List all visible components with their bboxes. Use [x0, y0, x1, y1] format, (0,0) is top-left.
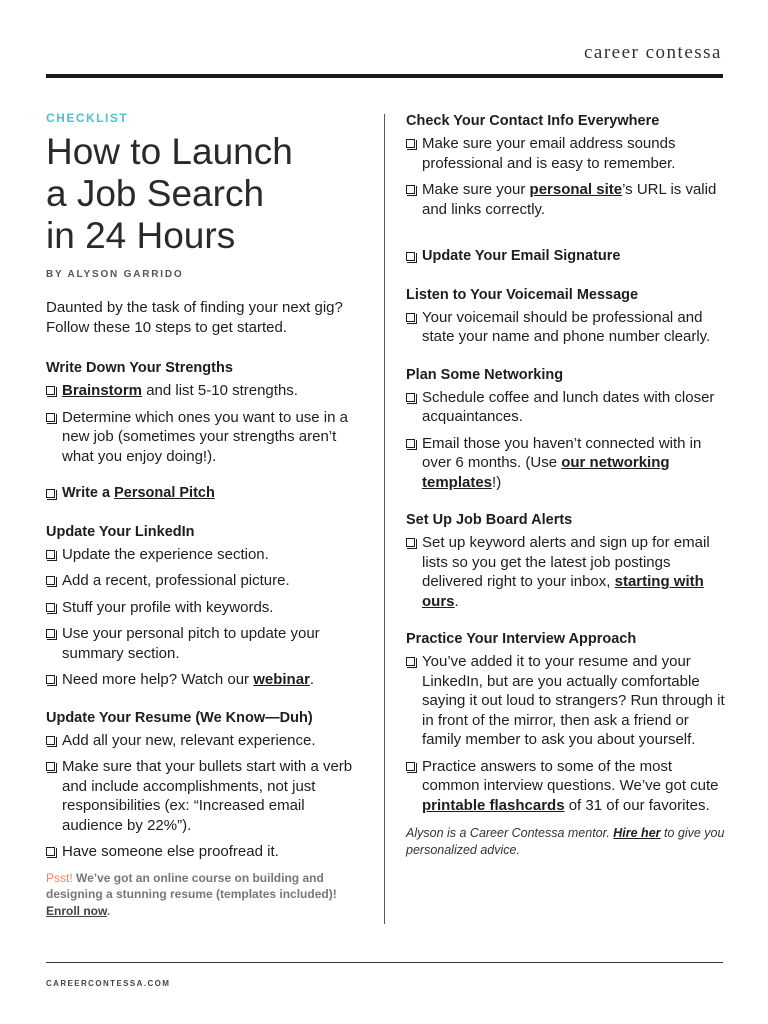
item-text: . — [454, 592, 459, 610]
checklist-item — [406, 134, 728, 173]
byline: BY ALYSON GARRIDO — [46, 269, 184, 280]
item-text: Have someone else proofread it. — [62, 843, 279, 860]
section-heading: Set Up Job Board Alerts — [406, 512, 573, 528]
item-text: Use your personal pitch to update your summary section. — [62, 625, 320, 662]
checkbox-icon — [406, 139, 415, 148]
checkbox-icon — [46, 603, 55, 612]
section-heading: Listen to Your Voicemail Message — [406, 286, 639, 303]
item-text: Write a — [62, 485, 115, 501]
item-text: Make sure that your bullets start with a verb and include accomplishments, not just responsibilities (ex: “Increased email audience by 22%”). — [62, 758, 353, 834]
item-text: You’ve added it to your resume and your LinkedIn, but are you actually comfortable saying it out loud to strangers? Run through it in front of the mirror, then ask a friend or family member to ask you about yourself. — [422, 653, 725, 748]
checklist-item — [46, 731, 364, 751]
footer-url: CAREERCONTESSA.COM — [46, 979, 171, 988]
item-text: Schedule coffee and lunch dates with closer acquaintances. — [422, 388, 715, 425]
checklist-item — [406, 308, 728, 347]
item-text: of 31 of our favorites. — [564, 796, 710, 814]
checklist-item — [46, 484, 364, 504]
section-heading: Write Down Your Strengths — [46, 360, 233, 376]
promo-text: . — [106, 903, 111, 918]
checklist-item — [406, 533, 728, 611]
checklist-item — [46, 545, 364, 565]
item-text: Add all your new, relevant experience. — [62, 731, 316, 749]
checkbox-icon — [406, 538, 415, 547]
checklist-item — [406, 247, 728, 267]
checkbox-icon — [46, 847, 55, 856]
checkbox-icon — [46, 550, 55, 559]
header-rule — [46, 74, 723, 78]
psst-label: Psst! — [46, 870, 73, 885]
checkbox-icon — [406, 393, 415, 402]
course-promo — [46, 870, 364, 920]
hire-her-link[interactable]: Hire her — [613, 826, 661, 840]
enroll-now-link[interactable]: Enroll now — [46, 903, 107, 918]
checkbox-icon — [406, 313, 415, 322]
brand-logo: career contessa — [583, 42, 722, 63]
column-divider — [384, 114, 385, 924]
section-linkedin — [46, 522, 364, 690]
checklist-item — [46, 571, 364, 591]
checkbox-icon — [406, 762, 415, 771]
mentor-text: to give you personalized advice. — [406, 826, 725, 857]
left-column — [46, 111, 364, 919]
title-line: a Job Search — [46, 173, 265, 214]
checkbox-icon — [46, 386, 55, 395]
promo-text: We’ve got an online course on building and designing a stunning resume (templates included)! — [46, 870, 337, 901]
section-strengths — [46, 358, 364, 466]
item-text: Update the experience section. — [62, 545, 269, 563]
item-text: ’s URL is valid and links correctly. — [422, 181, 717, 218]
item-text: Email those you haven’t connected with in over 6 months. (Use — [422, 434, 702, 471]
section-heading: Plan Some Networking — [406, 366, 564, 383]
section-signature — [406, 247, 728, 267]
item-text: !) — [492, 473, 502, 491]
checkbox-icon — [46, 736, 55, 745]
section-heading: Update Your Resume (We Know—Duh) — [46, 709, 313, 726]
section-contact — [406, 111, 728, 219]
mentor-text: Alyson is a Career Contessa mentor. — [406, 826, 614, 840]
checklist-item — [46, 381, 364, 401]
checklist-item — [46, 670, 364, 690]
starting-with-ours-link[interactable]: starting with ours — [422, 573, 704, 610]
item-text: . — [309, 671, 315, 688]
title-line: in 24 Hours — [46, 215, 236, 256]
checkbox-icon — [406, 657, 415, 666]
section-heading: Update Your LinkedIn — [46, 523, 195, 540]
section-networking — [406, 365, 728, 493]
checklist-item — [406, 652, 728, 750]
checkbox-icon — [406, 252, 415, 261]
section-heading: Check Your Contact Info Everywhere — [406, 113, 660, 129]
item-text: Make sure your email address sounds professional and is easy to remember. — [422, 135, 676, 172]
item-text: Stuff your profile with keywords. — [62, 598, 274, 616]
checkbox-icon — [46, 576, 55, 585]
item-text: Your voicemail should be professional and state your name and phone number clearly. — [422, 308, 711, 345]
item-text: Determine which ones you want to use in a new job (sometimes your strengths aren’t what you enjoy doing!). — [62, 408, 348, 465]
intro-text: Daunted by the task of finding your next gig? Follow these 10 steps to get started. — [46, 299, 343, 336]
section-interview — [406, 629, 728, 815]
page-title — [46, 131, 364, 257]
personal-pitch-link[interactable]: Personal Pitch — [114, 485, 215, 501]
right-column — [406, 111, 728, 858]
checklist-item — [406, 388, 728, 427]
checkbox-icon — [46, 489, 55, 498]
item-text: Set up keyword alerts and sign up for email lists so you get the latest job postings delivered right to your inbox, — [422, 534, 710, 590]
printable-flashcards-link[interactable]: printable flashcards — [422, 796, 565, 814]
checklist-item — [46, 624, 364, 663]
checkbox-icon — [46, 629, 55, 638]
title-line: How to Launch — [46, 131, 293, 172]
section-voicemail — [406, 285, 728, 347]
section-heading: Practice Your Interview Approach — [406, 631, 637, 647]
webinar-link[interactable]: webinar — [253, 671, 310, 688]
section-alerts — [406, 510, 728, 611]
item-text: Practice answers to some of the most common interview questions. We’ve got cute — [422, 757, 719, 794]
item-text: Make sure your — [422, 181, 530, 198]
networking-templates-link[interactable]: our networking templates — [422, 454, 670, 491]
item-text: Need more help? Watch our — [62, 671, 254, 688]
checklist-item — [406, 180, 728, 219]
item-text: Update Your Email Signature — [422, 248, 621, 264]
checklist-item — [406, 757, 728, 816]
checkbox-icon — [406, 439, 415, 448]
checkbox-icon — [406, 185, 415, 194]
category-tag: CHECKLIST — [46, 111, 129, 125]
checklist-item — [406, 434, 728, 493]
footer-rule — [46, 962, 723, 963]
checkbox-icon — [46, 413, 55, 422]
item-text: Add a recent, professional picture. — [62, 572, 290, 589]
checklist-item — [46, 598, 364, 618]
checklist-item — [46, 842, 364, 862]
checklist-item — [46, 408, 364, 467]
brainstorm-link[interactable]: Brainstorm — [62, 382, 143, 399]
section-resume — [46, 708, 364, 862]
mentor-note — [406, 825, 728, 858]
personal-site-link[interactable]: personal site — [529, 181, 623, 198]
item-text: and list 5-10 strengths. — [142, 382, 298, 399]
section-pitch — [46, 484, 364, 504]
checkbox-icon — [46, 675, 55, 684]
checklist-item — [46, 757, 364, 835]
checkbox-icon — [46, 762, 55, 771]
